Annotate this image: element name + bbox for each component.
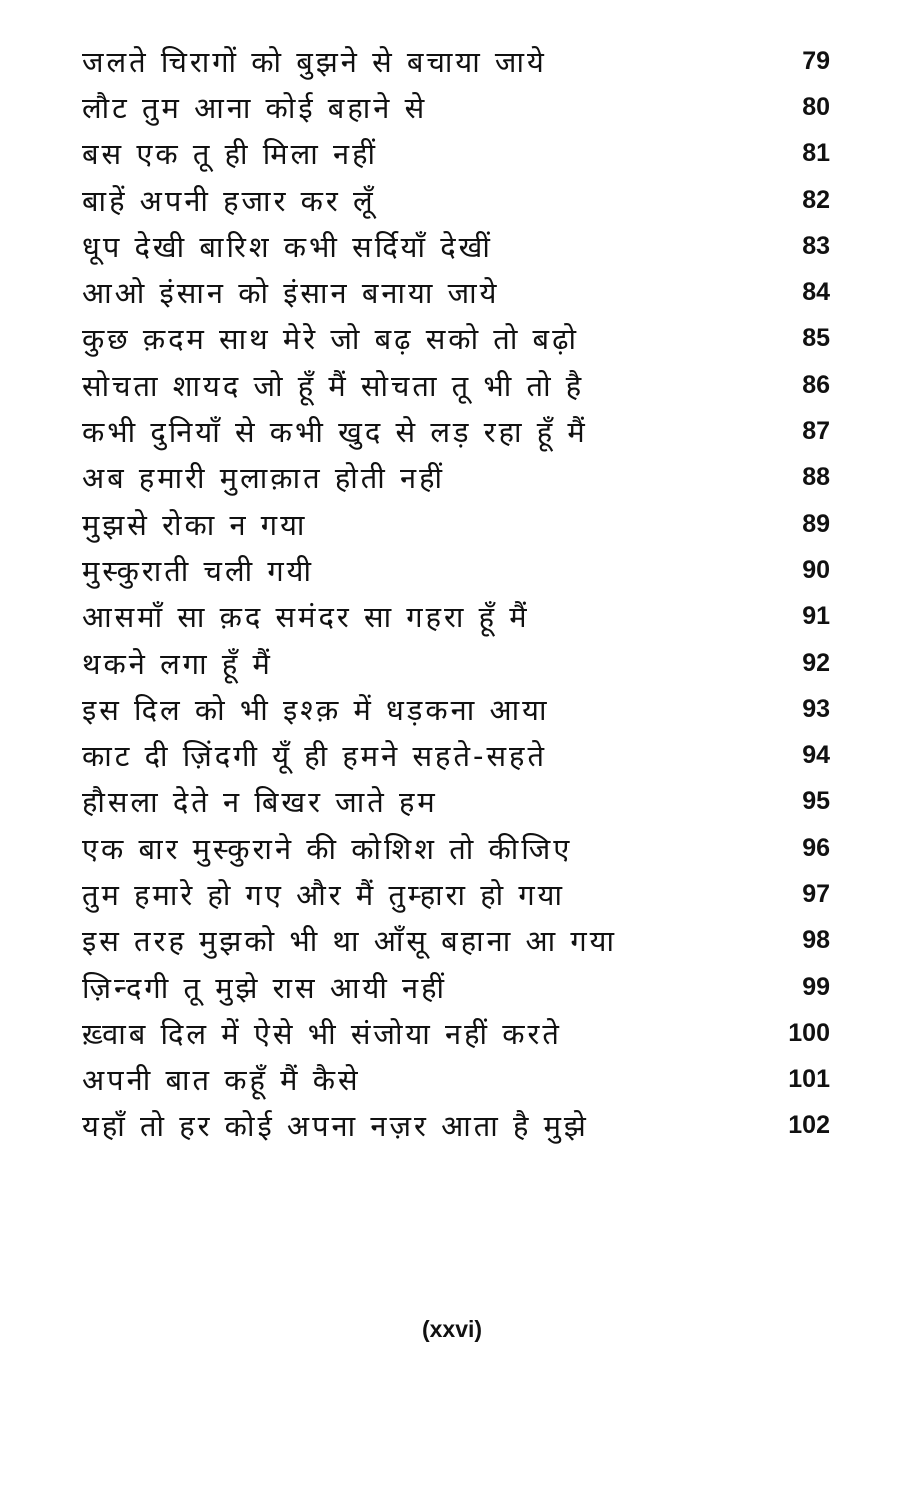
- toc-page-number: 97: [802, 879, 830, 908]
- toc-row: [82, 732, 830, 778]
- toc-row: [82, 223, 830, 269]
- toc-page-number: 84: [802, 278, 830, 307]
- toc-page-number: 79: [802, 46, 830, 75]
- toc-page-number: 95: [802, 787, 830, 816]
- toc-page-number: 99: [802, 972, 830, 1001]
- toc-title: अब हमारी मुलाक़ात होती नहीं: [82, 461, 445, 496]
- toc-page-number: 90: [802, 555, 830, 584]
- toc-title: बाहें अपनी हजार कर लूँ: [82, 183, 376, 218]
- toc-title: ख़्वाब दिल में ऐसे भी संजोया नहीं करते: [82, 1016, 562, 1051]
- toc-row: [82, 269, 830, 315]
- toc-page-number: 98: [802, 926, 830, 955]
- toc-title: थकने लगा हूँ मैं: [82, 646, 273, 681]
- toc-row: [82, 408, 830, 454]
- toc-title: अपनी बात कहूँ मैं कैसे: [82, 1063, 361, 1098]
- toc-title: आसमाँ सा क़द समंदर सा गहरा हूँ मैं: [82, 600, 530, 635]
- toc-page-number: 96: [802, 833, 830, 862]
- toc-title: कुछ क़दम साथ मेरे जो बढ़ सको तो बढ़ो: [82, 322, 579, 357]
- toc-title: जलते चिरागों को बुझने से बचाया जाये: [82, 44, 547, 79]
- toc-title: ज़िन्दगी तू मुझे रास आयी नहीं: [82, 970, 448, 1005]
- toc-row: [82, 316, 830, 362]
- toc-title: हौसला देते न बिखर जाते हम: [82, 785, 438, 820]
- toc-row: [82, 825, 830, 871]
- toc-page-number: 92: [802, 648, 830, 677]
- toc-page-number: 102: [788, 1111, 830, 1140]
- toc-row: [82, 640, 830, 686]
- toc-row: [82, 1103, 830, 1149]
- toc-row: [82, 501, 830, 547]
- toc-row: [82, 871, 830, 917]
- toc-title: लौट तुम आना कोई बहाने से: [82, 90, 428, 125]
- toc-page-number: 81: [802, 139, 830, 168]
- toc-title: आओ इंसान को इंसान बनाया जाये: [82, 276, 500, 311]
- toc-title: काट दी ज़िंदगी यूँ ही हमने सहते-सहते: [82, 739, 547, 774]
- toc-title: बस एक तू ही मिला नहीं: [82, 137, 379, 172]
- toc-page-number: 94: [802, 741, 830, 770]
- toc-row: [82, 84, 830, 130]
- toc-title: इस तरह मुझको भी था आँसू बहाना आ गया: [82, 924, 617, 959]
- toc-title: धूप देखी बारिश कभी सर्दियाँ देखीं: [82, 229, 493, 264]
- toc-title: एक बार मुस्कुराने की कोशिश तो कीजिए: [82, 831, 573, 866]
- toc-row: [82, 686, 830, 732]
- toc-row: [82, 38, 830, 84]
- toc-page-number: 89: [802, 509, 830, 538]
- page-folio: (xxvi): [421, 1316, 483, 1342]
- toc-row: [82, 779, 830, 825]
- toc-title: तुम हमारे हो गए और मैं तुम्हारा हो गया: [82, 877, 566, 912]
- toc-page-number: 101: [788, 1065, 830, 1094]
- toc-page-number: 80: [802, 92, 830, 121]
- toc-row: [82, 547, 830, 593]
- toc-page-number: 86: [802, 370, 830, 399]
- toc-title: यहाँ तो हर कोई अपना नज़र आता है मुझे: [82, 1109, 589, 1144]
- toc-title: इस दिल को भी इश्क़ में धड़कना आया: [82, 692, 550, 727]
- toc-page-number: 91: [802, 602, 830, 631]
- toc-row: [82, 131, 830, 177]
- toc-page-number: 100: [788, 1018, 830, 1047]
- toc-page-number: 93: [802, 694, 830, 723]
- toc-page-number: 88: [802, 463, 830, 492]
- toc-row: [82, 455, 830, 501]
- table-of-contents: [82, 38, 830, 1149]
- toc-page-number: 83: [802, 231, 830, 260]
- toc-row: [82, 362, 830, 408]
- toc-page-number: 85: [802, 324, 830, 353]
- toc-row: [82, 177, 830, 223]
- toc-title: मुस्कुराती चली गयी: [82, 553, 314, 588]
- toc-title: मुझसे रोका न गया: [82, 507, 308, 542]
- toc-row: [82, 964, 830, 1010]
- toc-row: [82, 594, 830, 640]
- toc-page-number: 82: [802, 185, 830, 214]
- toc-title: कभी दुनियाँ से कभी खुद से लड़ रहा हूँ मैं: [82, 415, 588, 450]
- toc-row: [82, 1010, 830, 1056]
- toc-row: [82, 1057, 830, 1103]
- toc-title: सोचता शायद जो हूँ मैं सोचता तू भी तो है: [82, 368, 585, 403]
- toc-row: [82, 918, 830, 964]
- toc-page-number: 87: [802, 417, 830, 446]
